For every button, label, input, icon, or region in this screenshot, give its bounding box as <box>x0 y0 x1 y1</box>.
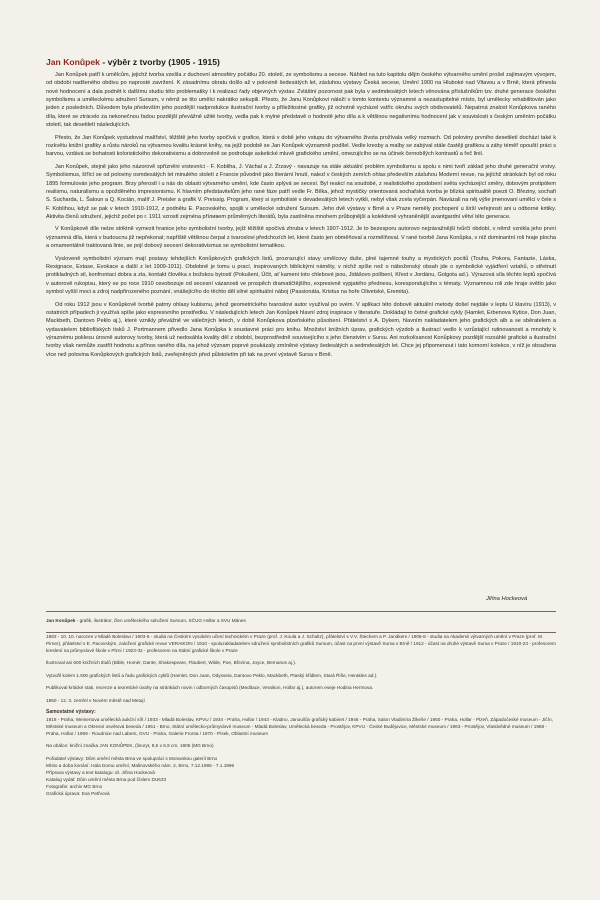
essay-paragraph: Od roku 1912 jsou v Konůpkově tvorbě patrny ohlasy kubismu, jehož geometrického tvaroslovi autor využíval po svém. V aplikaci této dobově aktuální metody došel nejdále v leptu U klavíru (1913), v ostatních případech ji využívá spíše jako expresivního prostředku. V následujících letech Jan Konůpek hlavní zdroj inspirace v literatuře. Dokládají to četné grafické cykly (Hamlet, Erbenova Kytice, Don Juan, Mackbeth, Dantovo Peklo aj.), které vznikly převážně ve válečných letech, v době Konůpkova plzeňského působení. Přátelství s A. Dykem, hlavním nakladatelem jeho grafických alb a se sběratelem a vydavatelem bibliofilských tisků J. Portmannem přivedlo Jana Konůpka k soustavné práci pro knihu. Množství knižních úprav, grafických výzdob a ilustrací vedlo k vzrůstající rutinovanosti a mnohdy k výraznému poklesu úrovně autorovy tvorby, která už nedosáhla kvality děl z období, bezprostředně souvisejícího s jeho členstvím v Sursu. Ani rozkolísanost Konůpkovy pozdější rozsáhlé grafické a ilustrační tvorby však nemůže zastřít hodnotu a přínos raného díla, na jehož význam poprvé poukázaly zmíněné výstavy šedesátých a sedmdesátých let. Chce jej připomenout i tato komorní kolekce, v níž je obsažena více než polovina Konůpkových grafických listů, zveřejněných před půlstoletím při tak na první výstavě Sursa v Brně. <box>46 301 556 358</box>
author-signature: Jiřina Hockeová <box>486 596 528 602</box>
bio-heading-rest: - grafik, ilustrátor, člen uměleckého sdružení Sursum, SČUG Hollar a SVU Mánes <box>75 618 246 623</box>
credit-line: Příprava výstavy a text katalogu: dr. Jiřina Hockeová <box>46 769 155 775</box>
biography-notes <box>46 617 556 797</box>
bio-line: Ilustroval asi 600 knižních titulů (Bible, Homér, Dante, Shakespeare, Flaubert, Wilde, Poe, Březina, Joyce, Bernanos aj.). <box>46 660 297 666</box>
bio-heading-name: Jan Konůpek <box>46 618 76 623</box>
title-subtitle: - výběr z tvorby (1905 - 1915) <box>99 57 220 67</box>
bio-line: 1950 - 12. 3. zemřel v Novém městě nad Metují <box>46 697 145 703</box>
essay-paragraph: Jan Konůpek, stejně jako jeho názorově spřízněni vrstevníci - F. Kobliha, J. Váchal a J. Zrzavý - navazuje na stále aktuální problém symbolismu a spolu s nimi tvoří základ jeho druhé generační vrstvy. Symbolismus, šířící se od poloviny osmdesátých let minulého století z Francie původně jako literární hnutí, nalezl v českých zemích ohlas především zásluhou Moderní revue, na jejíchž stránkách byl od roku 1895 formulován jeho program. Brzy přerostl i u nás do oblasti výtvarného umění, kde často splývá se secesí. Byl reakcí na soudobé, z realistického zpodobení světa vycházející směry, dobovým protipólem realismu, naturalismu a opožděného impresionismu. K hlavním představitelům jeho rané fáze patří vedle Fr. Bílka, jehož mystičky orientovaná sochařská tvorba je blízká spiritualitě poezii O. Březiny, sochaři S. Sucharda, L. Šaloun a Q. Kocián, malíř J. Preisler a grafik V. Preissig. Program, který si symbolisté v devadesátých letech vytkli, nebyl však zcela vyčerpán. Navázali na něj výše jmenovaní umělci v čele s F. Koblihou, když se pak v letech 1910-1912, z podnětu E. Pacovského, spojili v umělecké sdružení Sursum. Jeho dvě výstavy v Brně a v Praze neměly pochopení u širší veřejnosti ani u odborné kritiky. Aktivita členů sdružení, jejichž počet po r. 1911 vzrostl zejména příливem průměrných literátů, byla zastíněna mnohem průbojnější a kolektivně vyhraněnější avantgardní větví této generace. <box>46 163 556 220</box>
bio-line: Publikoval kritické stati, recenze a teoretické úvahy na stránkách novin i odborných časopisů (Meditace, Veraikon, Hollar aj.), autorem eseje Hodina Hermova. <box>46 685 374 691</box>
title-name: Jan Konůpek <box>46 57 100 67</box>
credit-line: Místo a doba konání: Hala Domu umění, Malinovského nám. 2, Brno, 7.12.1995 - 7.1.1996 <box>46 762 235 768</box>
credit-line: Fotografie: archiv MG Brno <box>46 783 103 789</box>
cover-note: Na obálce: knižní značka JAN KONŮPEK, (linoryt, 8,6 x 6,9 cm, 1905 (MG Brno) <box>46 743 214 749</box>
bio-line: 1883 - 10. 10. narozen v Mladé Boleslavi / 1903-6 - studia na Českém vysokém učení technickém v Praze (prof. J. Koula a J. Schultz), přátelství s V.V. Štechem a P. Janákem / 1906-8 - studia na Akademii výtvarných umění v Praze (prof. M. Pirner), přátelství s E. Pacovským, založení grafické revue VERAIKON / 1910 - spoluzakladatelem sdružení symbolistních grafiků Sursum, účast na první výstavě Sursa v Brně / 1912 - účast na druhé výstavě Sursa v Praze / 1910-23 - profesorem kreslení na průmyslové škole v Plzni / 1923-32 - profesorem na Státní grafické škole v Praze <box>46 634 556 654</box>
essay-paragraph: Jan Konůpek patří k umělcům, jejichž tvorba vzešla z duchovní atmosféry počátku 20. století, ze symbolismu a secese. Náhled na tuto kapitolu dějin českého výtvarného umění prošel zajímavým vývojem, od obdobi nadšeného obdivu po naprosté zavržení. K zásadnímu obratu došlo až v polovině šedesátých let, zásluhou výstavy Česká secese, Umění 1900 na Hluboké nad Vltavou a v Brně, která přinesla nové hodnocení a dala podnět k dalšímu studiu této problematiky i k realizaci řady objevných výstav. Zvláštní pozornost pak byla v sedmdesátých letech věnována příslušníkům tzv. druhé generace českého symbolismu a uměleckému sdružení Sursum, v němž se tito umělci nakrátko sekupili. Přesto, že Janu Konůpkovi náleží v tomto kontextu významné a nezastupitelné místo, byl uměleckу rehabilitován jako jeden z posledních. Důvodem byla především jeho pozdější nadprodukce ilustrační tvorby a příležitostné grafiky, již ochotně vycházel vstříc okruhu svých obdivovatelů. Nepatrná znalost Konůpkova raného díla, které se ztrácelo za nekonečnou řadou pozdější převážně užité tvorby, vedla pak k mylné představě o hodnotě jeho díla a k většinou negativnímu hodnocení jak v souvislosti s českým uměním počátku století, tak desetiletí následujících. <box>46 72 556 129</box>
essay-paragraph: Přesto, že Jan Konůpek vystudoval malířství, těžiště jeho tvorby spočívá v grafice, která v době jeho vstupu do výtvarného života prožívala velký rozmach. Od poloviny prvního desetiletí dochází také k rozkvětu knižní grafiky a růstu nároků na výtvarnou kvalitu krásné knihy, na jejíž podobě se Jan Konůpek významně podílel. Vedle kresby a malby se zabýval stále častěji grafikou a záhy téměř opouští práci s barvou, vzdává se bohatosti koloristického dekorativismu a dobrovolně se podrobuje asketické mluvě grafického umění, omezujícího se na účinek černobílých kontrastů a řeč linií. <box>46 134 556 158</box>
essay-text <box>46 71 556 363</box>
exhibitions-heading: Samostatné výstavy: <box>46 708 96 715</box>
essay-paragraph: Vysloveně symbolistní význam mají postavy tehdejších Konůpkových grafických listů, prozrazující stavy umělcovy duše, plné tajemné touhy a mystických pocitů (Touha, Pokora, Fantazie, Láska, Resignace, Extase, Evokace a další z let 1909-1911). Obdobně je tomu u prací, inspirovaných biblickými náměty, v nichž spíše než o náboženský obsah jde o symbolické vyjádření vztahů, o střetnutí protikladných sil, konfrontaci dobra a zla, kontakt člověka s božskou bytostí (Pokušení, Účit, ať kameni toto chlebové jsou, Jidášovo políbení, Křest v Jordánu, Golgota ad.). Výrazová síla těchto leptů spočívá v autorově rukopisu, který se po roce 1910 osvobozuje od secesní vázanosti ve prospěch dramatičtějšího, expresivně vypjatého přednesu, korespondujícího s tématy. Významnou roli zde hraje světlo jako symbol vyšší moci a zdroj nadpřirozeného poznání, vnášejícího do těchto děl silné spirituální náboj (Passionáta, Kristus na hoře Olivetské, Eremita). <box>46 255 556 295</box>
credit-line: Katalog vydal: Dům umění města Brna pod číslem DU633 <box>46 776 167 782</box>
credit-line: Pořadatel výstavy: Dům umění města Brna ve spolupráci s Moravskou galerií Brno <box>46 755 218 761</box>
essay-paragraph: V Konůpkově díle nelze striktně vymezit hranice jeho symbolistní tvorby, jejíž těžiště spočívá zhruba v letech 1907-1912. Je to bezesporu autorovo nejzávažnější tvůrčí období, v němž vznikla jeho první významná díla, která v budoucnu již nepřekonal; napříště většinou čerpal z tvaroslovi předchozích let, které často jen obměňoval a rozmělňoval. V rané tvorbě Jana Konůpka, v níž dominantní roli hraje plocha a ornamentálně traktovaná linie, se pojí dobový secesní dekorativismus se symbolistní tematikou. <box>46 226 556 250</box>
divider <box>46 611 556 612</box>
credit-line: Grafická úprava: Eva Petřvová <box>46 790 110 796</box>
bio-heading <box>46 617 556 624</box>
bio-line: Vytvořil kolem 1.500 grafických listů a řadu grafických cyklů (Hamlet, Don Juan, Odysseia, Dantovo Peklo, Mackbeth, Ptaský křídlem, Stará Říše, Herakles ad.). <box>46 672 378 678</box>
page-title <box>46 57 220 67</box>
exhibitions-list: 1918 - Praha, Weinertova umělecká aukční síň / 1933 - Mladá Boleslav, KPVU / 1934 - Praha, Hollar / 1943 - Kladno, Janoušův grafický kabinet / 1946 - Praha, Salon Vladimíra Žikeše / 1950 - Praha, Hollar - Plzeň, Západočeské museum - Jičín, Městské museum a Okresní osvětová beseda / 1951 - Brno, Státní uměleckо-průmyslové museum - Mladá Boleslav, Umělecká beseda - Prostějov, KPVU - České Budějovice, Městské museum / 1963 - Prostějov, Vlastivědné museum / 1968 - Praha, Hollar / 1969 - Roudnice nad Labem, GVU - Praha, Galerie Fronta / 1970 - Písek, Oblastní museum <box>46 716 553 736</box>
